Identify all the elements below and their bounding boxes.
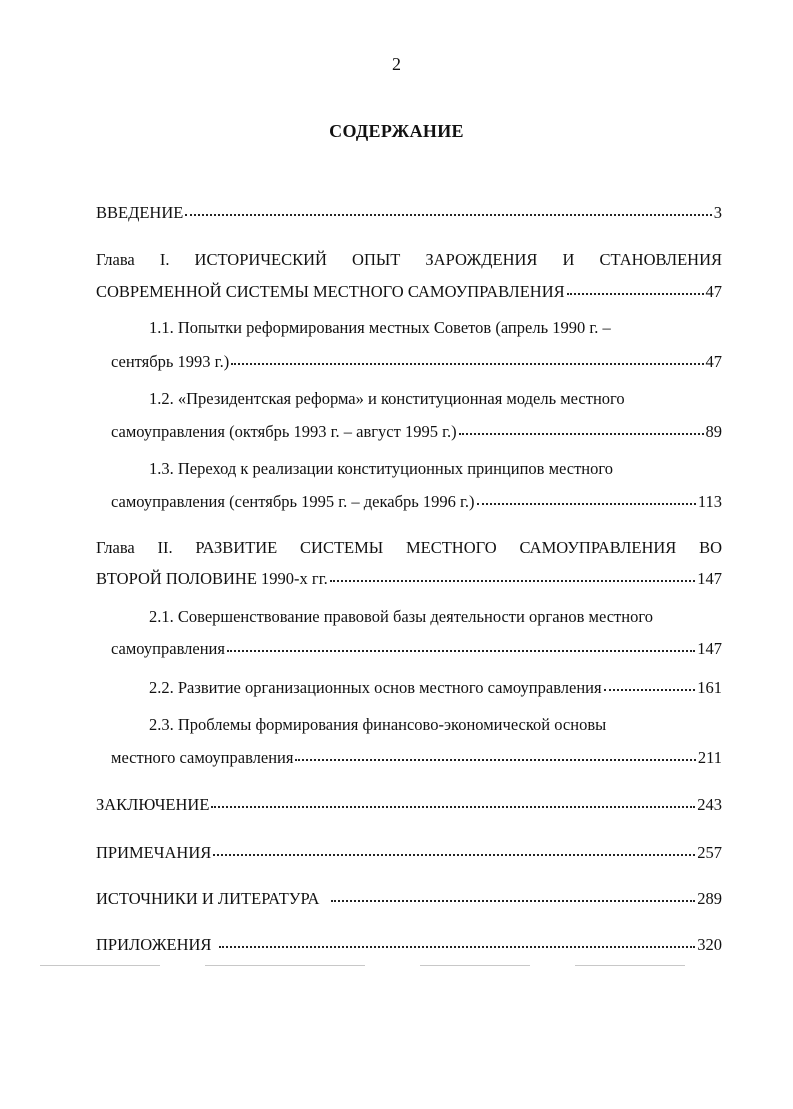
scan-artifact-line — [40, 965, 160, 966]
toc-page-number: 257 — [697, 843, 722, 862]
toc-entry-label: ПРИЛОЖЕНИЯ — [96, 935, 212, 954]
scan-artifact-line — [205, 965, 365, 966]
toc-page-number: 3 — [713, 203, 722, 222]
toc-entry-introduction[interactable] — [96, 203, 722, 223]
page-title: СОДЕРЖАНИЕ — [329, 121, 464, 141]
dot-leader — [331, 890, 695, 904]
toc-chapter-1-line1[interactable]: Глава I. ИСТОРИЧЕСКИЙ ОПЫТ ЗАРОЖДЕНИЯ И СТАНОВЛЕНИЯ — [96, 250, 722, 269]
dot-leader — [211, 796, 695, 810]
dot-leader — [330, 570, 696, 584]
toc-section-2-1-line2[interactable] — [111, 639, 722, 659]
toc-entry-label: 2.2. Развитие организационных основ местного самоуправления — [149, 678, 602, 697]
toc-entry-label: ПРИМЕЧАНИЯ — [96, 843, 212, 862]
toc-entry-label: сентябрь 1993 г.) — [111, 352, 230, 371]
toc-chapter-2-line1[interactable]: Глава II. РАЗВИТИЕ СИСТЕМЫ МЕСТНОГО САМОУПРАВЛЕНИЯ ВО — [96, 538, 722, 557]
toc-section-1-3-line2[interactable] — [111, 492, 722, 512]
dot-leader — [185, 204, 711, 218]
toc-entry-label: самоуправления (октябрь 1993 г. – август 1995 г.) — [111, 422, 457, 441]
toc-entry-label: ИСТОЧНИКИ И ЛИТЕРАТУРА — [96, 889, 320, 908]
toc-page-number: 47 — [705, 282, 722, 301]
toc-page-number: 289 — [697, 889, 722, 908]
dot-leader — [567, 283, 704, 297]
scan-artifact-line — [575, 965, 685, 966]
toc-section-2-2[interactable] — [149, 678, 722, 698]
toc-section-1-2-line2[interactable] — [111, 422, 722, 442]
toc-section-2-1-line1[interactable]: 2.1. Совершенствование правовой базы деятельности органов местного — [149, 607, 653, 626]
dot-leader — [231, 353, 703, 367]
toc-entry-appendices[interactable] — [96, 935, 722, 955]
toc-entry-notes[interactable] — [96, 843, 722, 863]
toc-section-1-3-line1[interactable]: 1.3. Переход к реализации конституционных принципов местного — [149, 459, 613, 478]
toc-section-2-3-line1[interactable]: 2.3. Проблемы формирования финансово-экономической основы — [149, 715, 607, 734]
toc-page-number: 113 — [697, 492, 722, 511]
page-number: 2 — [392, 54, 401, 74]
dot-leader — [477, 493, 696, 507]
toc-entry-label: самоуправления — [111, 639, 225, 658]
toc-entry-label: ЗАКЛЮЧЕНИЕ — [96, 795, 210, 814]
toc-page-number: 320 — [697, 935, 722, 954]
toc-section-2-3-line2[interactable] — [111, 748, 722, 768]
toc-page-number: 243 — [697, 795, 722, 814]
toc-entry-sources[interactable] — [96, 889, 722, 909]
toc-section-1-2-line1[interactable]: 1.2. «Президентская реформа» и конституционная модель местного — [149, 389, 625, 408]
dot-leader — [604, 679, 696, 693]
toc-entry-conclusion[interactable] — [96, 795, 722, 815]
toc-page-number: 161 — [697, 678, 722, 697]
toc-page-number: 89 — [705, 422, 722, 441]
toc-page-number: 47 — [705, 352, 722, 371]
toc-entry-label: ВТОРОЙ ПОЛОВИНЕ 1990-х гг. — [96, 569, 328, 588]
toc-entry-label: СОВРЕМЕННОЙ СИСТЕМЫ МЕСТНОГО САМОУПРАВЛЕНИЯ — [96, 282, 565, 301]
toc-section-1-1-line2[interactable] — [111, 352, 722, 372]
toc-page-number: 211 — [697, 748, 722, 767]
toc-chapter-1-line2[interactable] — [96, 282, 722, 302]
scan-artifact-line — [420, 965, 530, 966]
dot-leader — [295, 749, 695, 763]
toc-entry-label: ВВЕДЕНИЕ — [96, 203, 184, 222]
toc-chapter-2-line2[interactable] — [96, 569, 722, 589]
dot-leader — [459, 423, 704, 437]
toc-entry-label: самоуправления (сентябрь 1995 г. – декабрь 1996 г.) — [111, 492, 475, 511]
toc-page-number: 147 — [697, 569, 722, 588]
toc-page-number: 147 — [697, 639, 722, 658]
dot-leader — [227, 640, 695, 654]
toc-section-1-1-line1[interactable]: 1.1. Попытки реформирования местных Советов (апрель 1990 г. – — [149, 318, 611, 337]
dot-leader — [213, 844, 695, 858]
toc-entry-label: местного самоуправления — [111, 748, 294, 767]
dot-leader — [219, 936, 695, 950]
